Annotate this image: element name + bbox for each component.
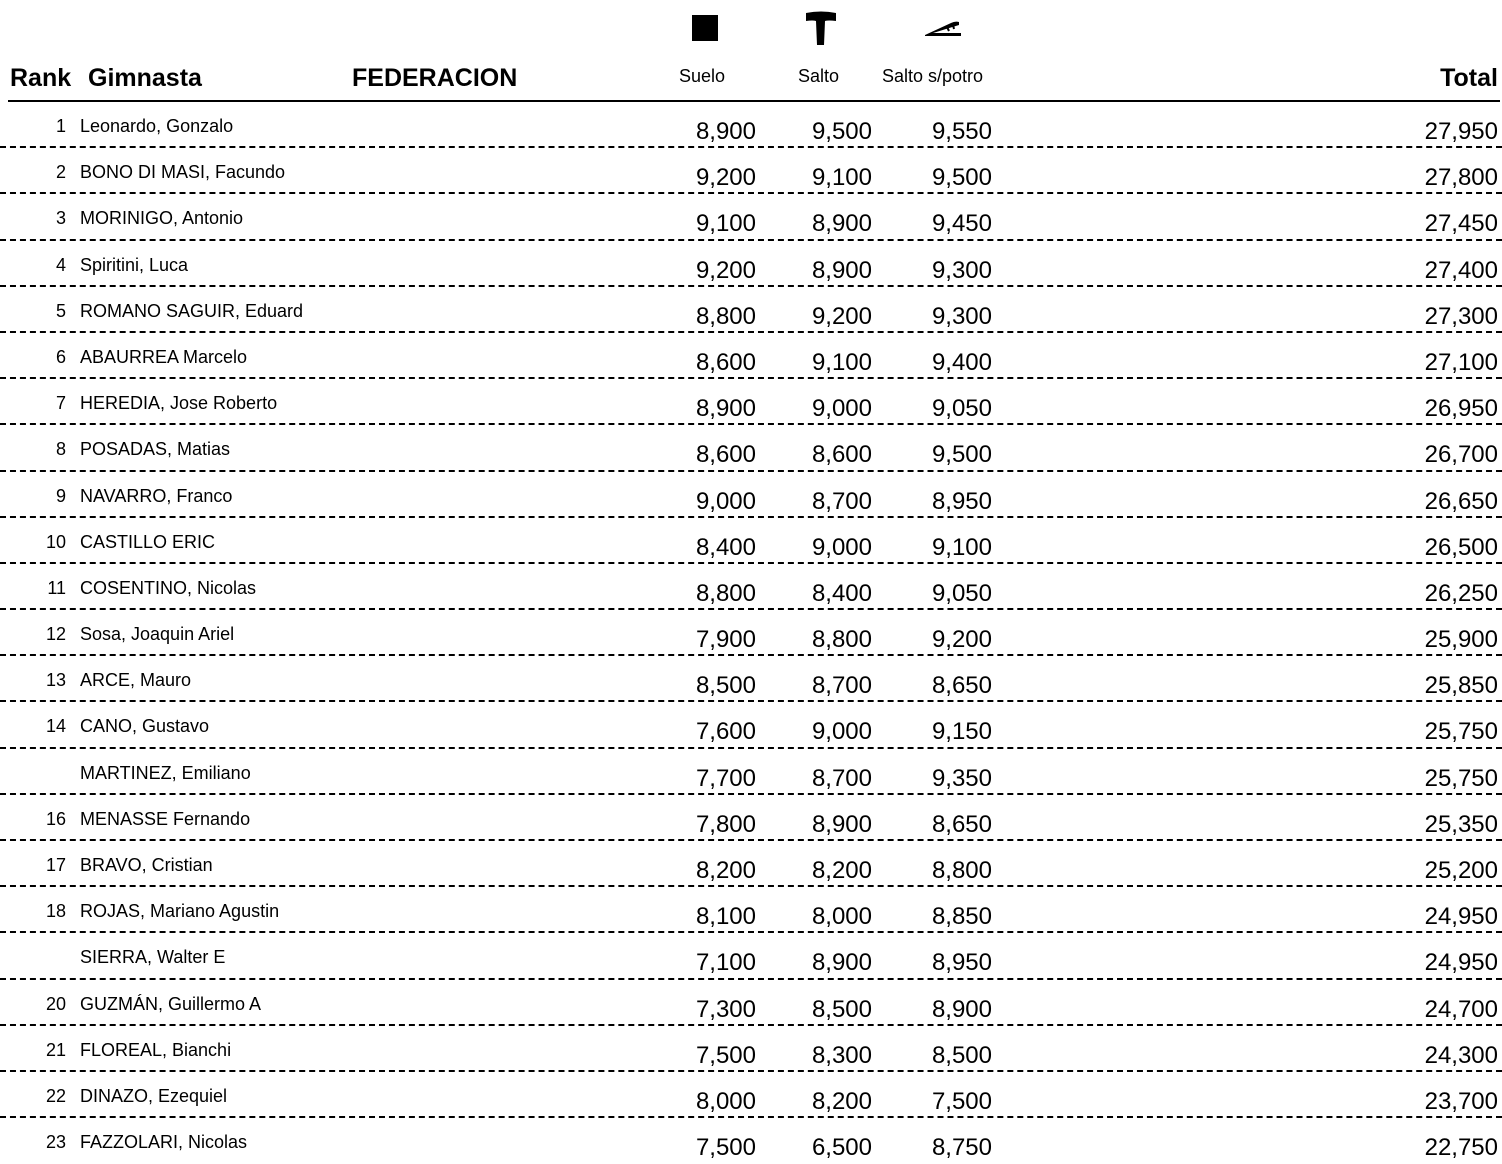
rank-cell: 3 — [55, 208, 66, 229]
suelo-score-cell: 8,900 — [695, 395, 756, 423]
table-row — [0, 887, 1502, 933]
rank-cell: 1 — [55, 116, 66, 136]
total-score-cell: 25,900 — [1424, 626, 1498, 654]
salto-score-cell: 8,700 — [811, 764, 872, 792]
salto-score-cell: 9,000 — [811, 718, 872, 746]
pommel-horse-icon — [920, 8, 968, 48]
suelo-score-cell: 7,600 — [695, 718, 756, 746]
floor-square-icon — [690, 8, 720, 48]
gymnast-name-cell: SIERRA, Walter E — [80, 947, 226, 968]
total-score-cell: 22,750 — [1424, 1134, 1498, 1162]
rank-cell: 4 — [55, 254, 66, 275]
suelo-score-cell: 8,800 — [695, 302, 756, 330]
salto-score-cell: 8,500 — [811, 995, 872, 1023]
suelo-score-cell: 8,100 — [695, 903, 756, 931]
suelo-score-cell: 8,600 — [695, 441, 756, 469]
total-score-cell: 25,350 — [1424, 810, 1498, 838]
gymnast-name-cell: ROJAS, Mariano Agustin — [80, 901, 280, 922]
gymnast-name-cell: CASTILLO ERIC — [80, 531, 216, 552]
total-score-cell: 26,250 — [1424, 579, 1498, 607]
table-row — [0, 287, 1502, 333]
table-row — [0, 241, 1502, 287]
table-row — [0, 564, 1502, 610]
total-score-cell: 24,950 — [1424, 903, 1498, 931]
rank-cell: 9 — [55, 485, 66, 506]
table-row — [0, 148, 1502, 194]
suelo-score-cell: 8,500 — [695, 672, 756, 700]
salto-potro-score-cell: 9,300 — [931, 256, 992, 284]
suelo-header: Suelo — [679, 66, 726, 86]
rank-cell: 20 — [45, 993, 66, 1014]
rank-cell: 2 — [55, 162, 66, 183]
total-score-cell: 26,500 — [1424, 533, 1498, 561]
salto-potro-score-cell: 9,500 — [931, 441, 992, 469]
table-row — [0, 702, 1502, 748]
gymnast-name-cell: CANO, Gustavo — [80, 716, 210, 737]
salto-score-cell: 9,100 — [811, 348, 872, 376]
results-table — [0, 102, 1502, 1164]
salto-score-cell: 8,300 — [811, 1041, 872, 1069]
suelo-score-cell: 7,500 — [695, 1041, 756, 1069]
total-score-cell: 24,950 — [1424, 949, 1498, 977]
gymnast-name-cell: FAZZOLARI, Nicolas — [80, 1132, 248, 1153]
table-row — [0, 980, 1502, 1026]
salto-score-cell: 8,800 — [811, 626, 872, 654]
table-row — [0, 749, 1502, 795]
total-score-cell: 25,750 — [1424, 764, 1498, 792]
salto-score-cell: 8,000 — [811, 903, 872, 931]
total-score-cell: 24,300 — [1424, 1041, 1498, 1069]
salto-score-cell: 8,600 — [811, 441, 872, 469]
salto-potro-score-cell: 8,850 — [931, 903, 992, 931]
salto-potro-score-cell: 9,150 — [931, 718, 992, 746]
total-score-cell: 27,450 — [1424, 210, 1498, 238]
suelo-score-cell: 9,100 — [695, 210, 756, 238]
salto-potro-score-cell: 9,200 — [931, 626, 992, 654]
salto-potro-score-cell: 9,500 — [931, 164, 992, 192]
gymnast-name-cell: HEREDIA, Jose Roberto — [80, 393, 278, 414]
table-row — [0, 1118, 1502, 1164]
table-row — [0, 194, 1502, 240]
salto-potro-score-cell: 9,400 — [931, 348, 992, 376]
suelo-score-cell: 7,300 — [695, 995, 756, 1023]
table-row — [0, 795, 1502, 841]
total-score-cell: 23,700 — [1424, 1087, 1498, 1115]
salto-potro-score-cell: 8,950 — [931, 949, 992, 977]
table-row — [0, 610, 1502, 656]
total-score-cell: 27,950 — [1424, 118, 1498, 145]
total-score-cell: 27,100 — [1424, 348, 1498, 376]
federacion-header: FEDERACION — [352, 64, 518, 92]
suelo-score-cell: 7,900 — [695, 626, 756, 654]
total-score-cell: 25,750 — [1424, 718, 1498, 746]
salto-potro-score-cell: 8,750 — [931, 1134, 992, 1162]
table-row — [0, 472, 1502, 518]
gymnast-name-cell: MENASSE Fernando — [80, 808, 251, 829]
salto-potro-score-cell: 9,050 — [931, 579, 992, 607]
gymnast-name-cell: DINAZO, Ezequiel — [80, 1085, 228, 1106]
suelo-score-cell: 8,200 — [695, 857, 756, 884]
total-score-cell: 26,650 — [1424, 487, 1498, 515]
gymnast-name-cell: POSADAS, Matias — [80, 439, 231, 460]
gymnast-name-cell: COSENTINO, Nicolas — [80, 577, 257, 598]
total-score-cell: 26,700 — [1424, 441, 1498, 469]
salto-potro-score-cell: 8,800 — [931, 857, 992, 884]
salto-potro-score-cell: 9,300 — [931, 302, 992, 330]
rank-cell: 11 — [47, 577, 66, 598]
salto-score-cell: 8,900 — [811, 949, 872, 977]
table-row — [0, 333, 1502, 379]
salto-score-cell: 6,500 — [811, 1134, 872, 1162]
salto-score-cell: 9,100 — [811, 164, 872, 192]
table-row — [0, 379, 1502, 425]
rank-cell: 17 — [45, 855, 66, 875]
table-row — [0, 102, 1502, 148]
salto-potro-score-cell: 9,100 — [931, 533, 992, 561]
gymnast-name-cell: ARCE, Mauro — [80, 670, 192, 691]
salto-score-cell: 8,200 — [811, 857, 872, 884]
suelo-score-cell: 7,500 — [695, 1134, 756, 1162]
salto-score-cell: 8,200 — [811, 1087, 872, 1115]
suelo-score-cell: 9,200 — [695, 164, 756, 192]
suelo-score-cell: 9,200 — [695, 256, 756, 284]
salto-score-cell: 8,400 — [811, 579, 872, 607]
gymnast-name-cell: NAVARRO, Franco — [80, 485, 233, 506]
rank-cell: 13 — [45, 670, 66, 691]
gymnast-name-cell: MARTINEZ, Emiliano — [80, 762, 251, 783]
gymnast-name-cell: BRAVO, Cristian — [80, 855, 213, 875]
total-header: Total — [1440, 64, 1498, 92]
salto-potro-score-cell: 9,350 — [931, 764, 992, 792]
gymnast-name-cell: BONO DI MASI, Facundo — [80, 162, 286, 183]
gymnast-name-cell: FLOREAL, Bianchi — [80, 1039, 232, 1060]
suelo-score-cell: 8,400 — [695, 533, 756, 561]
rank-cell: 23 — [45, 1132, 66, 1153]
salto-potro-score-cell: 9,050 — [931, 395, 992, 423]
salto-score-cell: 8,700 — [811, 672, 872, 700]
total-score-cell: 25,200 — [1424, 857, 1498, 884]
total-score-cell: 27,300 — [1424, 302, 1498, 330]
salto-potro-score-cell: 9,450 — [931, 210, 992, 238]
rank-cell: 5 — [55, 300, 66, 321]
gymnast-name-cell: ABAURREA Marcelo — [80, 346, 248, 367]
rank-cell: 21 — [45, 1039, 66, 1060]
salto-potro-score-cell: 8,950 — [931, 487, 992, 515]
salto-header: Salto — [798, 66, 840, 86]
salto-score-cell: 9,500 — [811, 118, 872, 145]
salto-score-cell: 9,200 — [811, 302, 872, 330]
gymnast-name-cell: MORINIGO, Antonio — [80, 208, 244, 229]
suelo-score-cell: 8,900 — [695, 118, 756, 145]
salto-potro-header: Salto s/potro — [882, 66, 984, 86]
gymnast-name-cell: GUZMÁN, Guillermo A — [80, 993, 262, 1014]
suelo-score-cell: 8,800 — [695, 579, 756, 607]
table-row — [0, 1026, 1502, 1072]
table-row — [0, 425, 1502, 471]
suelo-score-cell: 7,100 — [695, 949, 756, 977]
salto-score-cell: 9,000 — [811, 533, 872, 561]
suelo-score-cell: 7,800 — [695, 810, 756, 838]
salto-score-cell: 8,700 — [811, 487, 872, 515]
salto-score-cell: 8,900 — [811, 210, 872, 238]
gymnast-name-cell: Sosa, Joaquin Ariel — [80, 624, 235, 645]
vault-table-icon — [803, 8, 839, 48]
suelo-score-cell: 8,000 — [695, 1087, 756, 1115]
rank-cell: 7 — [55, 393, 66, 414]
table-row — [0, 518, 1502, 564]
table-row — [0, 656, 1502, 702]
gimnasta-header: Gimnasta — [88, 64, 202, 92]
total-score-cell: 27,400 — [1424, 256, 1498, 284]
salto-potro-score-cell: 7,500 — [931, 1087, 992, 1115]
rank-cell: 14 — [45, 716, 66, 737]
rank-cell: 22 — [45, 1085, 66, 1106]
total-score-cell: 26,950 — [1424, 395, 1498, 423]
rank-header: Rank — [10, 64, 72, 92]
rank-cell: 16 — [45, 808, 66, 829]
salto-potro-score-cell: 8,900 — [931, 995, 992, 1023]
rank-cell: 6 — [55, 346, 66, 367]
rank-cell: 10 — [45, 531, 66, 552]
total-score-cell: 27,800 — [1424, 164, 1498, 192]
salto-score-cell: 9,000 — [811, 395, 872, 423]
table-row — [0, 1072, 1502, 1118]
gymnast-name-cell: Spiritini, Luca — [80, 254, 189, 275]
suelo-score-cell: 9,000 — [695, 487, 756, 515]
salto-potro-score-cell: 8,650 — [931, 672, 992, 700]
salto-potro-score-cell: 8,650 — [931, 810, 992, 838]
gymnast-name-cell: ROMANO SAGUIR, Eduard — [80, 300, 304, 321]
rank-cell: 18 — [45, 901, 66, 922]
salto-potro-score-cell: 9,550 — [931, 118, 992, 145]
salto-score-cell: 8,900 — [811, 810, 872, 838]
total-score-cell: 25,850 — [1424, 672, 1498, 700]
gymnast-name-cell: Leonardo, Gonzalo — [80, 116, 234, 136]
table-row — [0, 933, 1502, 979]
suelo-score-cell: 8,600 — [695, 348, 756, 376]
rank-cell: 8 — [55, 439, 66, 460]
rank-cell: 12 — [45, 624, 66, 645]
salto-score-cell: 8,900 — [811, 256, 872, 284]
salto-potro-score-cell: 8,500 — [931, 1041, 992, 1069]
total-score-cell: 24,700 — [1424, 995, 1498, 1023]
suelo-score-cell: 7,700 — [695, 764, 756, 792]
table-row — [0, 841, 1502, 887]
